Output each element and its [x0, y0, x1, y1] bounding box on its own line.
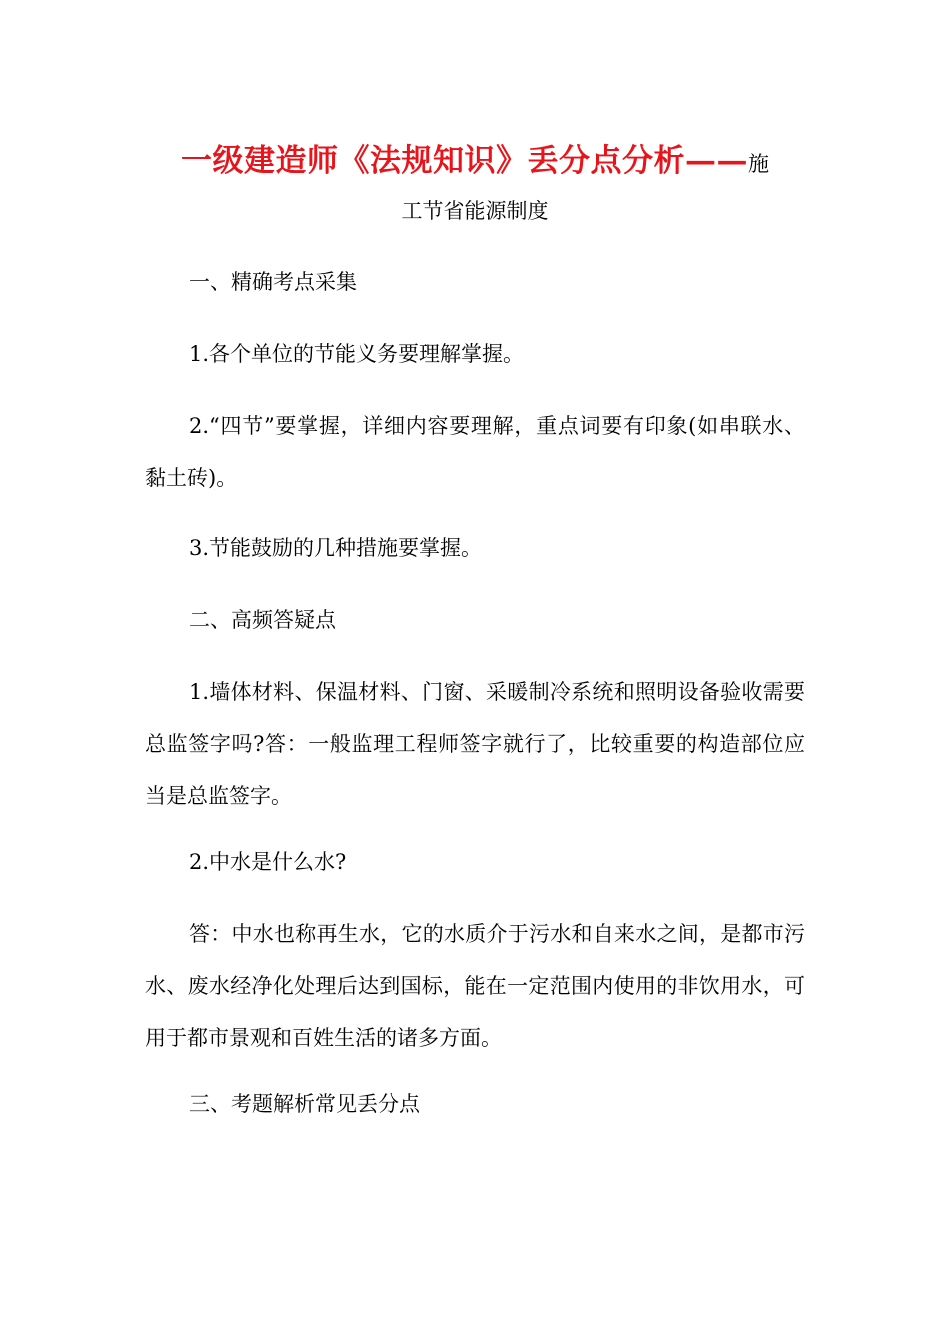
paragraph-4: 1.墙体材料、保温材料、门窗、采暖制冷系统和照明设备验收需要总监签字吗?答：一般监理工程师签字就行了，比较重要的构造部位应当是总监签字。	[145, 680, 805, 808]
section-heading-1: 一、精确考点采集	[189, 270, 357, 294]
title-black-text: 施	[748, 152, 769, 176]
section-heading-2: 二、高频答疑点	[189, 608, 336, 632]
paragraph-3: 3.节能鼓励的几种措施要掌握。	[189, 536, 483, 560]
paragraph-6: 答：中水也称再生水，它的水质介于污水和自来水之间，是都市污水、废水经净化处理后达到国标，能在一定范围内使用的非饮用水，可用于都市景观和百姓生活的诸多方面。	[145, 922, 805, 1050]
title-continuation: 工节省能源制度	[401, 199, 549, 223]
section-heading-3: 三、考题解析常见丢分点	[189, 1092, 420, 1116]
document-title	[145, 138, 805, 189]
title-red-text: 一级建造师《法规知识》丢分点分析——	[181, 143, 748, 179]
paragraph-5: 2.中水是什么水?	[189, 850, 347, 874]
paragraph-1: 1.各个单位的节能义务要理解掌握。	[189, 342, 525, 366]
paragraph-2: 2.“四节”要掌握，详细内容要理解，重点词要有印象(如串联水、黏土砖)。	[145, 414, 805, 490]
